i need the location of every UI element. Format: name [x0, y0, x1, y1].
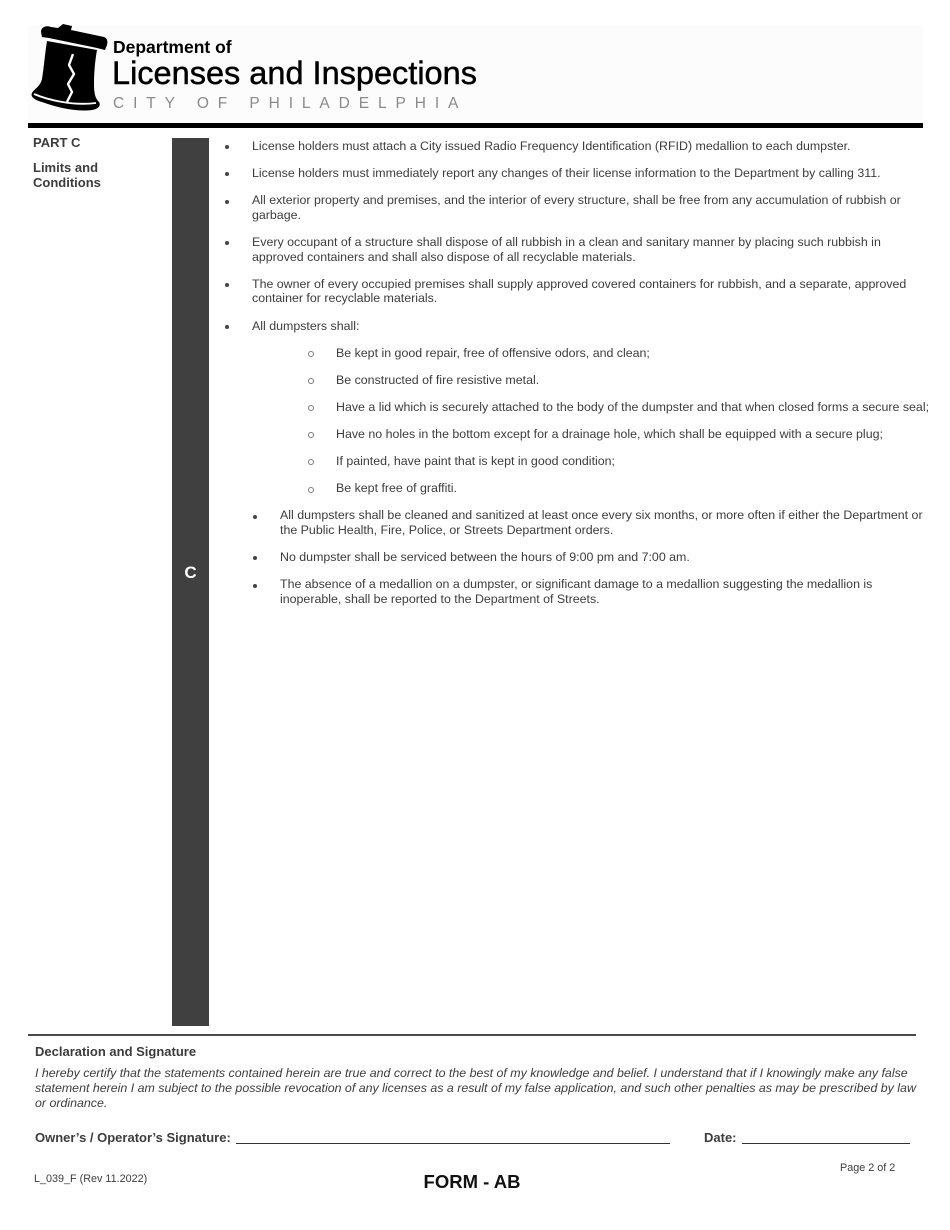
signature-field[interactable]	[236, 1130, 670, 1144]
sub-list-item-text: Have a lid which is securely attached to the body of the dumpster and that when closed forms a secure seal;	[336, 399, 930, 414]
list-item-text: All exterior property and premises, and the interior of every structure, shall be free from any accumulation of rubbish or garbage.	[252, 193, 901, 222]
list-item	[0, 277, 930, 306]
circle-bullet-icon	[308, 432, 314, 438]
sub-list-item	[0, 454, 930, 469]
declaration-statement: I hereby certify that the statements contained herein are true and correct to the best of my knowledge and belief. I understand that if I knowingly make any false statement herein I am subject to the possible revocation of any licenses as a result of my false application, and such other penalties as may be prescribed by law or ordinance.	[35, 1066, 916, 1110]
sub-list-item-text: Have no holes in the bottom except for a drainage hole, which shall be equipped with a secure plug;	[336, 426, 883, 441]
sub-list-item	[0, 373, 930, 388]
circle-bullet-icon	[308, 487, 314, 493]
page-indicator: Page 2 of 2	[840, 1162, 896, 1174]
bullet-icon	[225, 283, 229, 287]
list-item	[0, 166, 930, 181]
declaration-divider	[28, 1034, 916, 1036]
list-item-text: No dumpster shall be serviced between the hours of 9:00 pm and 7:00 am.	[280, 550, 690, 565]
sub-list-item	[0, 400, 930, 415]
conditions-list	[0, 139, 930, 619]
city-name: CITY OF PHILADELPHIA	[113, 95, 468, 112]
sub-list-item-text: Be kept in good repair, free of offensive odors, and clean;	[336, 345, 650, 360]
bullet-icon	[225, 241, 229, 245]
list-item	[0, 235, 930, 264]
list-item-text: All dumpsters shall:	[252, 318, 360, 333]
circle-bullet-icon	[308, 378, 314, 384]
circle-bullet-icon	[308, 459, 314, 465]
list-item-text: All dumpsters shall be cleaned and sanitized at least once every six months, or more often if either the Department or the Public Health, Fire, Police, or Streets Department orders.	[280, 508, 923, 537]
sub-list-item-text: Be kept free of graffiti.	[336, 481, 457, 496]
date-label: Date:	[704, 1130, 737, 1145]
date-field[interactable]	[742, 1130, 910, 1144]
bullet-icon	[253, 556, 257, 560]
part-label: PART C	[33, 135, 81, 150]
bullet-icon	[253, 584, 257, 588]
liberty-bell-icon	[28, 23, 108, 115]
list-item	[0, 508, 930, 537]
signature-label: Owner’s / Operator’s Signature:	[35, 1130, 231, 1145]
list-item	[0, 139, 930, 154]
form-name: FORM - AB	[423, 1171, 521, 1192]
list-item	[0, 193, 930, 222]
bullet-icon	[253, 515, 257, 519]
part-title: Limits and Conditions	[33, 160, 101, 190]
declaration-heading: Declaration and Signature	[35, 1044, 197, 1059]
circle-bullet-icon	[308, 405, 314, 411]
bullet-icon	[225, 200, 229, 204]
header-divider	[28, 123, 923, 128]
form-code: L_039_F (Rev 11.2022)	[34, 1173, 148, 1185]
department-name: Licenses and Inspections	[112, 55, 477, 91]
circle-bullet-icon	[308, 351, 314, 357]
bullet-icon	[225, 145, 229, 149]
list-item-text: The absence of a medallion on a dumpster, or significant damage to a medallion suggesting the medallion is inoperable, shall be reported to the Department of Streets.	[280, 577, 873, 606]
sub-list-item-text: Be constructed of fire resistive metal.	[336, 372, 540, 387]
sub-list-item	[0, 481, 930, 496]
sub-list-item-text: If painted, have paint that is kept in good condition;	[336, 454, 615, 469]
list-item-text: The owner of every occupied premises shall supply approved covered containers for rubbish, and a separate, approved container for recyclable materials.	[252, 276, 907, 306]
list-item-text: License holders must attach a City issued Radio Frequency Identification (RFID) medallion to each dumpster.	[252, 139, 851, 153]
list-item	[0, 550, 930, 565]
list-item-text: License holders must immediately report any changes of their license information to the Department by calling 311.	[252, 166, 881, 181]
bullet-icon	[225, 172, 229, 176]
department-prefix: Department of	[113, 37, 232, 57]
list-item-text: Every occupant of a structure shall dispose of all rubbish in a clean and sanitary manner by placing such rubbish in approved containers and shall also dispose of all recyclable materials.	[252, 234, 881, 264]
section-tab-letter: C	[184, 563, 197, 582]
list-item	[0, 319, 930, 334]
sub-list-item	[0, 346, 930, 361]
sub-list-item	[0, 427, 930, 442]
list-item	[0, 577, 930, 606]
bullet-icon	[225, 325, 229, 329]
